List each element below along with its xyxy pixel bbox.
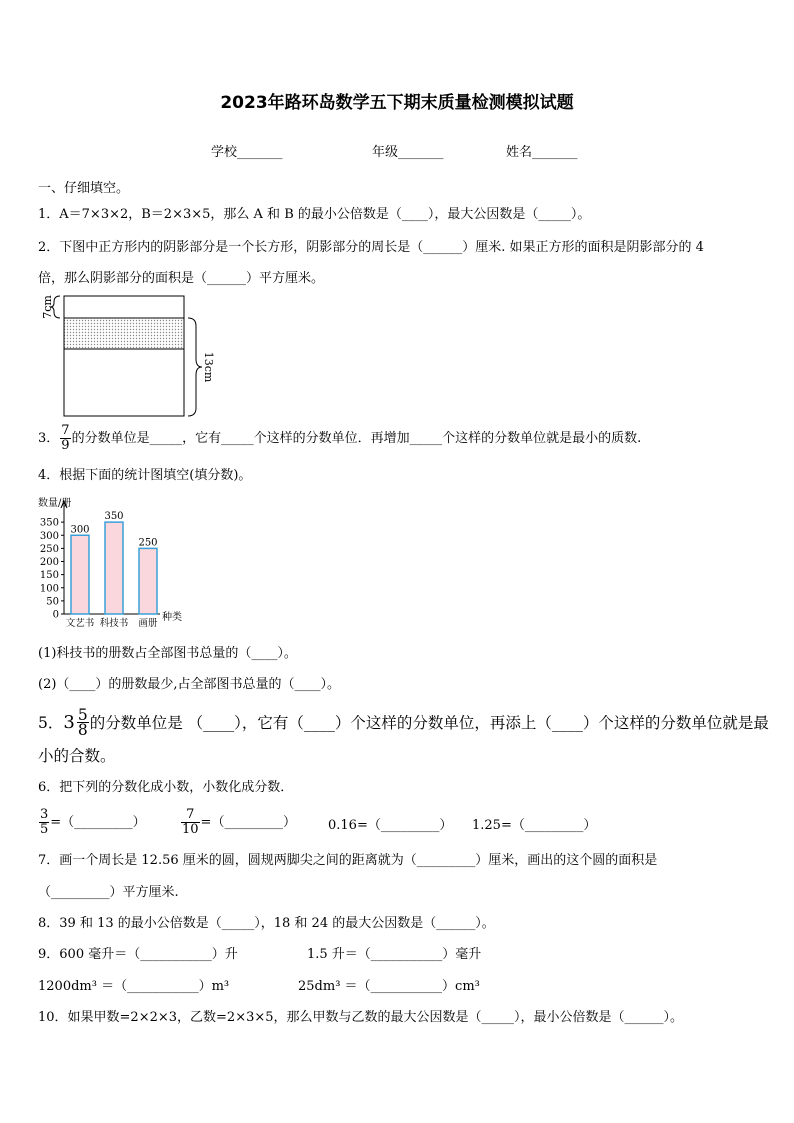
category-label: 文艺书: [65, 618, 95, 629]
fraction-numerator: 7: [181, 808, 200, 823]
fraction-7-9: [60, 424, 70, 453]
question-7-line-1: 7．画一个周长是 12.56 厘米的圆，圆规两脚尖之间的距离就为（_________）厘米，画出的这个圆的面积是: [38, 853, 658, 868]
y-tick-label: 100: [39, 583, 59, 595]
square-outline: [64, 296, 184, 416]
bar-1: [71, 535, 89, 614]
question-9-d: 25dm³ ＝（___________）cm³: [298, 979, 480, 994]
q3-text: 的分数单位是_____，它有_____个这样的分数单位．再增加_____个这样的分数单位就是最小的质数.: [71, 430, 642, 446]
q6-item-1-answer: =（_________）: [50, 814, 146, 830]
q6-item-3: 0.16=（_________）: [328, 818, 453, 833]
question-9-a: 9．600 毫升＝（___________）升: [38, 947, 238, 962]
fraction-denominator: 5: [40, 822, 49, 837]
question-9-c: 1200dm³ ＝（___________）m³: [38, 979, 230, 994]
category-label: 科技书: [99, 618, 129, 629]
bar-chart: [36, 494, 206, 630]
y-tick-label: 150: [39, 570, 59, 582]
category-label: 画册: [138, 618, 158, 629]
y-tick-label: 250: [39, 543, 59, 555]
q5-prefix: 5．: [38, 713, 64, 732]
question-4: 4．根据下面的统计图填空(填分数)。: [38, 468, 252, 483]
bar-3: [139, 548, 157, 614]
mixed-number: [63, 708, 89, 737]
fraction-3-5: [39, 808, 49, 837]
y-tick-label: 50: [46, 596, 59, 608]
question-7-line-2: （_________）平方厘米.: [38, 885, 179, 900]
y-tick-label: 200: [39, 557, 59, 568]
q3-prefix: 3．: [38, 430, 60, 446]
bar-2: [105, 522, 123, 614]
fraction-numerator: 5: [77, 706, 88, 724]
bar-value-label: 250: [138, 537, 158, 549]
q6-item-2-answer: =（_________）: [200, 814, 296, 830]
question-1: 1．A＝7×3×2，B＝2×3×5，那么 A 和 B 的最小公倍数是（____），最大公因数是（_____）。: [38, 207, 591, 222]
label-13cm: 13cm: [202, 351, 215, 383]
fraction-denominator: 9: [61, 438, 70, 453]
question-6: 6．把下列的分数化成小数，小数化成分数．: [38, 780, 294, 795]
y-tick-label: 0: [52, 609, 59, 621]
q5-text: 的分数单位是 （____），它有（____）个这样的分数单位，再添上（____）个这样的分数单位就是最: [89, 713, 769, 732]
brace-side: [188, 318, 202, 416]
mixed-fraction: [77, 708, 89, 737]
question-4-sub-2: (2)（____）的册数最少,占全部图书总量的（____）。: [38, 677, 341, 692]
mixed-whole: 3: [63, 711, 75, 733]
chart-xlabel: 种类: [162, 612, 182, 623]
bar-value-label: 350: [104, 511, 124, 523]
chart-ylabel: 数量/册: [38, 498, 72, 509]
shaded-rectangle: [64, 318, 184, 349]
fraction-denominator: 10: [182, 822, 199, 837]
y-tick-label: 350: [39, 517, 59, 529]
square-figure: [30, 292, 220, 422]
fraction-denominator: 8: [77, 721, 88, 739]
fraction-numerator: 7: [61, 423, 70, 438]
page-title: 2023年路环岛数学五下期末质量检测模拟试题: [220, 93, 574, 113]
question-5-line-2: 小的合数。: [38, 747, 116, 765]
question-2-line-1: 2．下图中正方形内的阴影部分是一个长方形，阴影部分的周长是（______）厘米. 如果正方形的面积是阴影部分的 4: [38, 240, 704, 255]
fraction-7-10: [181, 808, 200, 837]
question-3: [38, 424, 641, 453]
bar-value-label: 300: [70, 524, 90, 536]
label-7cm: 7cm: [41, 295, 54, 319]
question-2-line-2: 倍，那么阴影部分的面积是（______）平方厘米。: [38, 271, 325, 286]
section-heading: 一、仔细填空。: [38, 181, 130, 196]
question-9-b: 1.5 升＝（___________）毫升: [307, 947, 482, 962]
name-field[interactable]: 姓名_______: [506, 145, 578, 160]
q6-item-2: [180, 808, 296, 837]
school-field[interactable]: 学校_______: [211, 145, 283, 160]
y-tick-label: 300: [39, 530, 59, 542]
grade-field[interactable]: 年级_______: [372, 145, 444, 160]
question-10: 10．如果甲数=2×2×3，乙数=2×3×5，那么甲数与乙数的最大公因数是（_____），最小公倍数是（______）。: [38, 1010, 684, 1025]
fraction-numerator: 3: [40, 807, 49, 822]
question-4-sub-1: (1)科技书的册数占全部图书总量的（____）。: [38, 646, 297, 661]
q6-item-1: [38, 808, 146, 837]
q6-item-4: 1.25=（_________）: [472, 818, 597, 833]
question-8: 8．39 和 13 的最小公倍数是（_____），18 和 24 的最大公因数是（______）。: [38, 916, 495, 931]
question-5: [38, 708, 769, 737]
